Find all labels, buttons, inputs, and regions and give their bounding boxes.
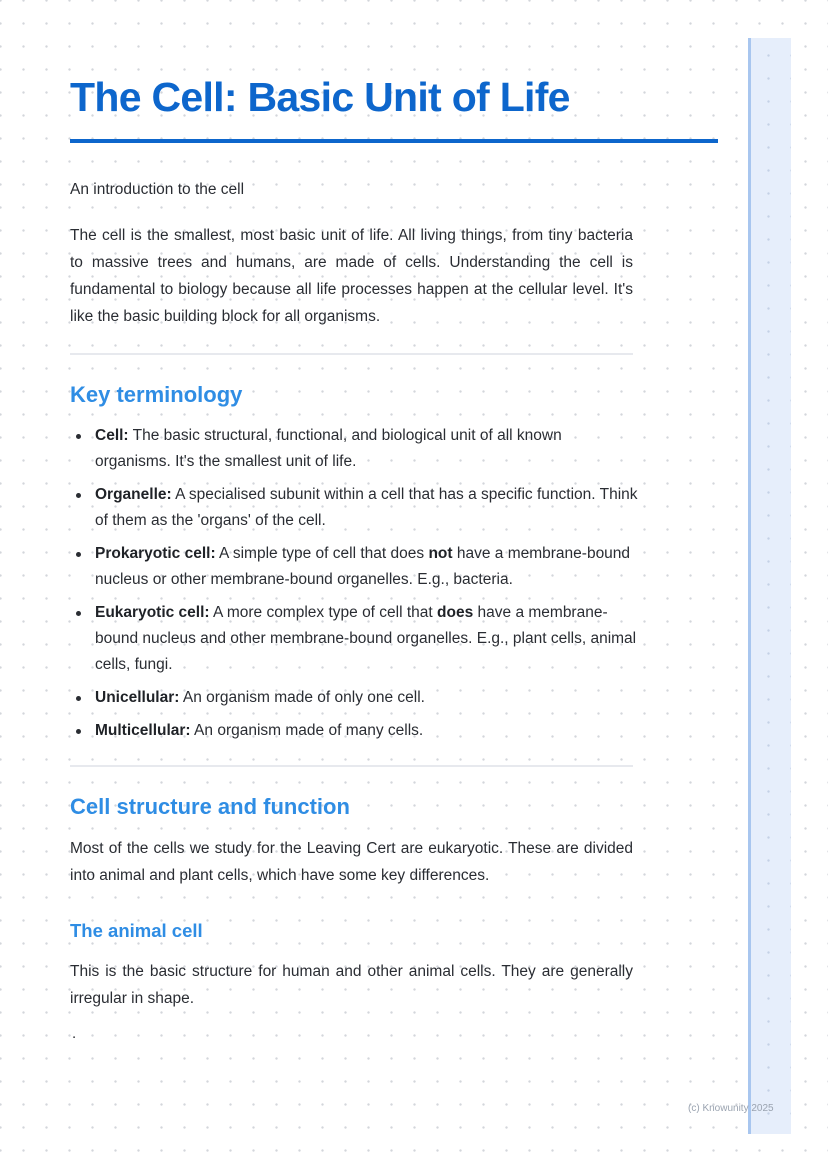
term-definition: An organism made of only one cell.: [179, 689, 425, 706]
key-terminology-heading: Key terminology: [70, 382, 243, 407]
term-label: Cell:: [95, 427, 129, 444]
list-item: [70, 423, 640, 475]
intro-label: An introduction to the cell: [70, 181, 245, 198]
term-definition: have a membrane-bound nucleus or other membrane-bound organelles. E.g., bacteria.: [95, 545, 631, 588]
list-item: [70, 600, 640, 678]
term-label: Organelle:: [95, 486, 172, 503]
page-title: The Cell: Basic Unit of Life: [70, 74, 570, 120]
bullet-icon: [76, 611, 81, 616]
animal-cell-paragraph: This is the basic structure for human and other animal cells. They are generally irregular in shape.: [70, 963, 633, 1007]
title-underline: [70, 139, 718, 143]
bullet-icon: [76, 493, 81, 498]
term-definition: A more complex type of cell that: [209, 604, 438, 621]
right-margin-strip: [748, 38, 791, 1134]
term-label: Eukaryotic cell:: [95, 604, 210, 621]
bullet-icon: [76, 696, 81, 701]
emphasis-text: does: [437, 604, 474, 621]
term-definition: A specialised subunit within a cell that has a specific function. Think of them as the 'organs' of the cell.: [95, 486, 638, 529]
list-item: [70, 685, 640, 711]
term-label: Unicellular:: [95, 689, 180, 706]
term-definition: The basic structural, functional, and biological unit of all known organisms. It's the smallest unit of life.: [95, 427, 562, 470]
term-label: Multicellular:: [95, 722, 191, 739]
animal-cell-heading: The animal cell: [70, 920, 203, 941]
list-item: [70, 482, 640, 534]
term-definition: An organism made of many cells.: [190, 722, 424, 739]
term-definition: have a membrane-bound nucleus and other membrane-bound organelles. E.g., plant cells, animal cells, fungi.: [95, 604, 637, 673]
cell-structure-heading: Cell structure and function: [70, 794, 350, 819]
cell-structure-paragraph: Most of the cells we study for the Leaving Cert are eukaryotic. These are divided into animal and plant cells, which have some key differences.: [70, 840, 633, 884]
intro-paragraph: The cell is the smallest, most basic unit of life. All living things, from tiny bacteria to massive trees and humans, are made of cells. Understanding the cell is fundamental to biology because all life processes happen at the cellular level. It's like the basic building block for all organisms.: [70, 227, 633, 325]
list-item: [70, 541, 640, 593]
trailing-text: .: [72, 1025, 77, 1042]
emphasis-text: not: [428, 545, 453, 562]
bullet-icon: [76, 552, 81, 557]
list-item: [70, 718, 640, 744]
bullet-icon: [76, 729, 81, 734]
section-divider: [70, 353, 633, 355]
terminology-list: [70, 423, 640, 751]
bullet-icon: [76, 434, 81, 439]
copyright-footer: (c) Knowunity 2025: [688, 1103, 774, 1114]
term-definition: A simple type of cell that does: [215, 545, 429, 562]
term-label: Prokaryotic cell:: [95, 545, 216, 562]
section-divider: [70, 765, 633, 767]
